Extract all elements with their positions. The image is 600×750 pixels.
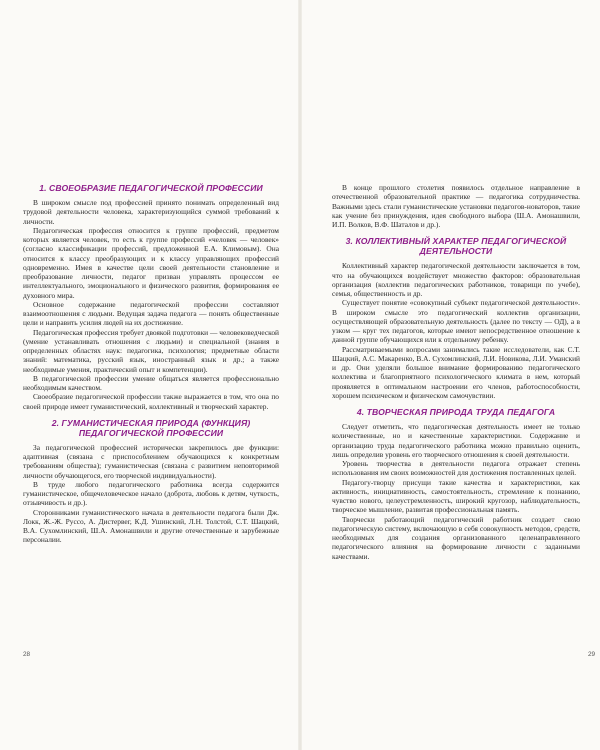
right-text-column	[332, 183, 580, 568]
paragraph: Следует отметить, что педагогическая деятельность имеет не только количественные, но и качественные характеристики. Содержание и организацию труда педагогического работника можно правильно оценить, лишь определив уровень его творческого отношения к своей деятельности.	[332, 422, 580, 459]
paragraph: В широком смысле под профессией принято понимать определенный вид трудовой деятельности человека, характеризующийся суммой требований к личности.	[23, 198, 279, 226]
paragraph: Основное содержание педагогической профессии составляют взаимоотношения с людьми. Ведущая задача педагога — понять общественные цели и направить усилия людей на их достижение.	[23, 299, 279, 328]
section-3	[332, 236, 580, 400]
paragraph: Сторонниками гуманистического начала в деятельности педагога были Дж. Локк, Ж.-Ж. Руссо, А. Дистервег, К.Д. Ушинский, Л.Н. Толстой, С.Т. Шацкий, В.А. Сухомлинский, Ш.А. Амонашвили и другие отечественные и зарубежные персоналии.	[23, 507, 279, 545]
page-number: 29	[588, 651, 596, 658]
section-heading: 4. ТВОРЧЕСКАЯ ПРИРОДА ТРУДА ПЕДАГОГА	[356, 407, 556, 417]
paragraph: Существует понятие «совокупный субъект педагогической деятельности». В широком смысле это педагогический коллектив организации, осуществляющей образовательную деятельность (далее по тексту — ОД), а в узком — круг тех педагогов, которые имеют непосредственное отношение к данной группе обучающихся или к отдельному ребенку.	[332, 298, 580, 345]
right-page	[302, 0, 600, 750]
paragraph: Педагогическая профессия относится к группе профессий, предметом которых является человек, то есть к группе профессий «человек — человек» (согласно классификации профессий, предложенной Е.А. Климовым). Она относится к классу преобразующих и к классу управляющих профессий одновременно. Имея в качестве цели своей деятельности становление и преобразование личности, педагог призван управлять процессом ее интеллектуального, эмоционального и физического развития, формирования ее духовного мира.	[23, 225, 279, 300]
section-1	[23, 183, 279, 411]
section-heading: 2. ГУМАНИСТИЧЕСКАЯ ПРИРОДА (ФУНКЦИЯ) ПЕДАГОГИЧЕСКОЙ ПРОФЕССИИ	[51, 417, 251, 438]
section-heading: 3. КОЛЛЕКТИВНЫЙ ХАРАКТЕР ПЕДАГОГИЧЕСКОЙ ДЕЯТЕЛЬНОСТИ	[345, 236, 567, 257]
paragraph: Коллективный характер педагогической деятельности заключается в том, что на обучающихся воздействует множество факторов: образовательная организация (коллектив педагогических работников, товарищи по учебе), семья, общественность и др.	[332, 261, 580, 298]
paragraph: Педагогическая профессия требует двоякой подготовки — человековедческой (умение устанавливать отношения с людьми) и специальной (знания в определенных областях наук: педагогика, психология; предметные области знаний: математика, русский язык, иностранный язык и др.; а также необходимые умения, практический опыт и компетенции).	[23, 327, 279, 374]
paragraph: В конце прошлого столетия появилось отдельное направление в отечественной образовательной практике — педагогика сотрудничества. Важными здесь стали гуманистические установки педагогов-новаторов, такие как учение без принуждения, идея свободного выбора (Ш.А. Амонашвили, И.П. Волков, В.Ф. Шаталов и др.).	[332, 183, 580, 229]
left-page	[0, 0, 298, 750]
section-2	[23, 418, 279, 545]
paragraph: В труде любого педагогического работника всегда содержится гуманистическое, общечеловеческое начало (доброта, любовь к детям, чуткость, отзывчивость и др.).	[23, 479, 279, 508]
paragraph: За педагогической профессией исторически закрепилось две функции: адаптивная (связана с приспособлением обучающихся к конкретным требованиям общества); гуманистическая (связана с развитием неповторимой личности обучающегося, его творческой индивидуальности).	[23, 442, 279, 480]
paragraph: Своеобразие педагогической профессии также выражается в том, что она по своей природе имеет гуманистический, коллективный и творческий характер.	[23, 392, 279, 411]
section-4	[332, 407, 580, 561]
paragraph: В педагогической профессии умение общаться является профессионально необходимым качеством.	[23, 373, 279, 392]
continuation-block	[332, 183, 580, 229]
paragraph: Творчески работающий педагогический работник создает свою педагогическую систему, включающую в себя совокупность методов, средств, необходимых для создания организованного целенаправленного педагогического влияния на формирование личности с заданными качествами.	[332, 514, 580, 561]
paragraph: Педагогу-творцу присущи такие качества и характеристики, как активность, инициативность, самостоятельность, стремление к познанию, чувство нового, целеустремленность, широкий кругозор, наблюдательность, творческое мышление, развитая профессиональная память.	[332, 477, 580, 515]
page-number: 28	[23, 651, 31, 658]
section-heading: 1. СВОЕОБРАЗИЕ ПЕДАГОГИЧЕСКОЙ ПРОФЕССИИ	[39, 183, 263, 193]
left-text-column	[23, 183, 279, 552]
paragraph: Рассматриваемыми вопросами занимались такие исследователи, как С.Т. Шацкий, А.С. Макаренко, В.А. Сухомлинский, Л.И. Новикова, Л.И. Уманский и др. Они уделяли большое внимание формированию педагогического коллектива и благоприятного психологического климата в нем, который проявляется в оптимальном настроении его членов, работоспособности, хорошем психическом и физическом самочувствии.	[332, 344, 580, 400]
paragraph: Уровень творчества в деятельности педагога отражает степень использования им своих возможностей для достижения поставленных целей.	[332, 459, 580, 478]
